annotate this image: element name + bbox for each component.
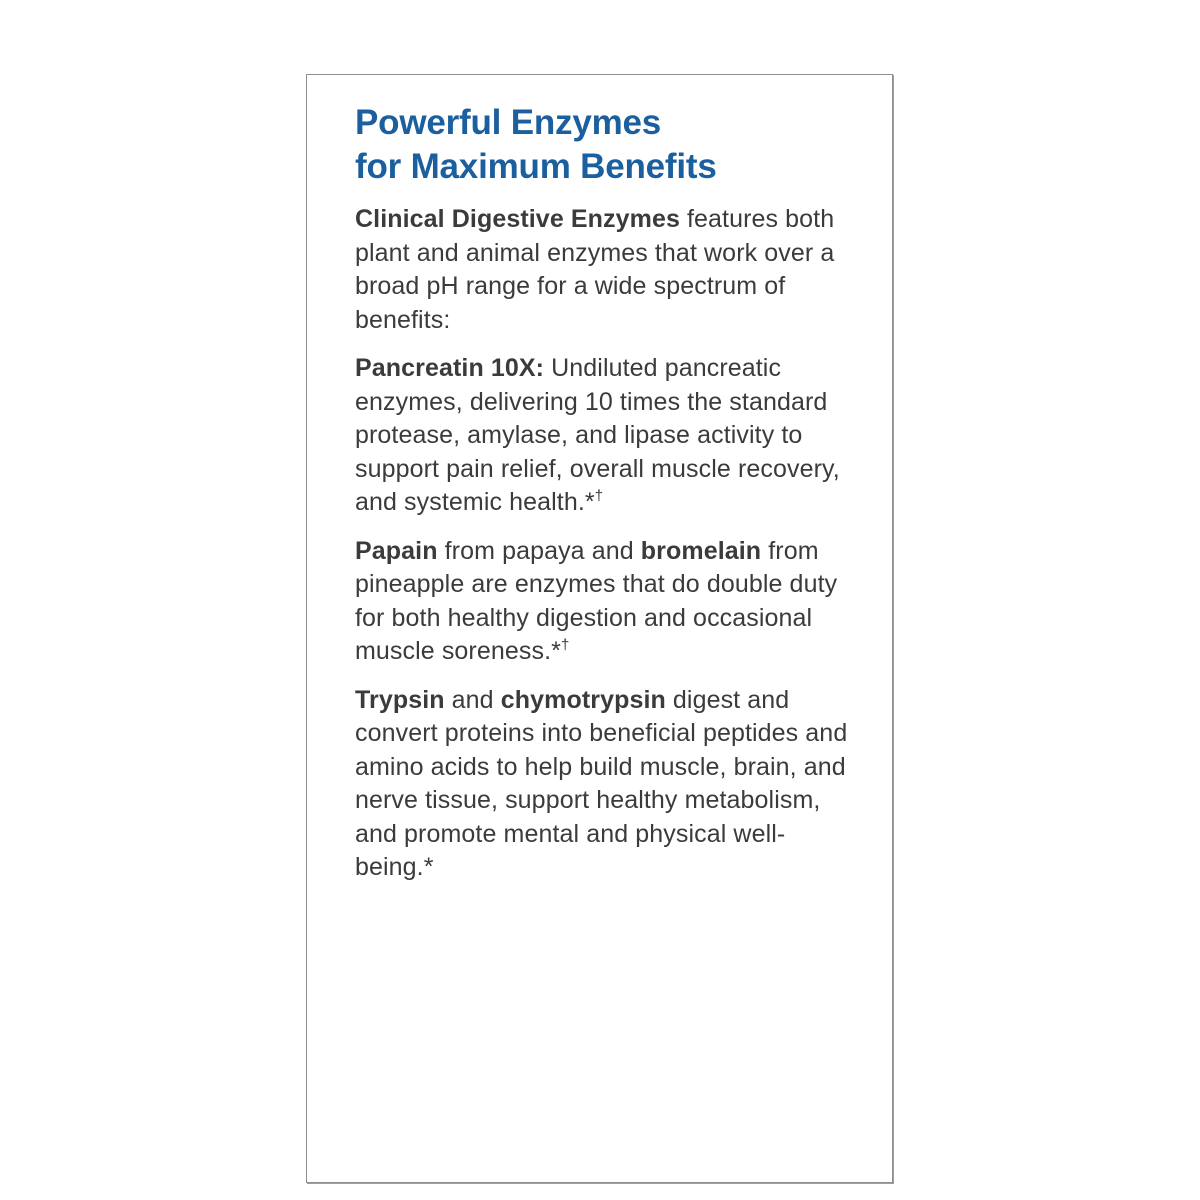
text-segment: features both plant and animal enzymes that work over a broad pH range for a wide spectrum of benefits: (355, 205, 835, 334)
body-paragraph (355, 684, 854, 885)
footnote-marker: † (560, 636, 570, 654)
text-segment: digest and convert proteins into beneficial peptides and amino acids to help build muscle, brain, and nerve tissue, support healthy metabolism, and promote mental and physical well-being.* (355, 685, 848, 881)
body-paragraphs (355, 203, 854, 885)
footnote-marker: † (594, 487, 604, 505)
text-segment: from pineapple are enzymes that do double duty for both healthy digestion and occasional muscle soreness.* (355, 536, 838, 665)
text-segment: from papaya and (437, 536, 641, 565)
bold-text-segment: Trypsin (355, 685, 445, 714)
bold-text-segment: chymotrypsin (500, 685, 666, 714)
bold-text-segment: Pancreatin 10X: (355, 354, 545, 382)
info-panel-card (306, 74, 893, 1183)
body-paragraph (355, 352, 854, 520)
body-paragraph (355, 535, 854, 669)
bold-text-segment: Clinical Digestive Enzymes (355, 205, 680, 233)
panel-heading-line-2: for Maximum Benefits (355, 147, 717, 186)
panel-heading-line-1: Powerful Enzymes (355, 103, 662, 142)
bold-text-segment: Papain (355, 536, 438, 565)
text-segment: and (444, 685, 501, 714)
panel-heading (355, 101, 854, 189)
bold-text-segment: bromelain (640, 536, 762, 565)
text-segment: Undiluted pancreatic enzymes, delivering 10 times the standard protease, amylase, and lipase activity to support pain relief, overall muscle recovery, and systemic health.* (355, 354, 840, 516)
body-paragraph (355, 203, 854, 337)
